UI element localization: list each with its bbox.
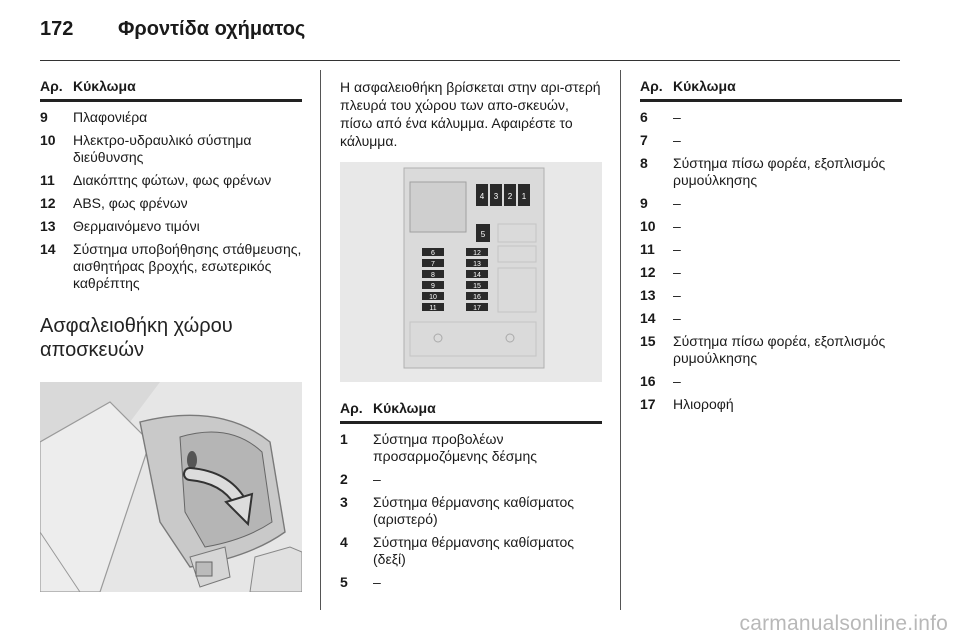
middle-column xyxy=(340,78,602,597)
fuse-box-diagram xyxy=(340,162,602,382)
fuse-circuit: Σύστημα προβολέων προσαρμοζόμενης δέσμης xyxy=(373,431,537,464)
fuse-number: 3 xyxy=(340,494,348,510)
fuse-number: 15 xyxy=(640,333,656,349)
fuse-label-7: 7 xyxy=(431,261,435,268)
fuse-number: 13 xyxy=(640,287,656,303)
fuse-number: 13 xyxy=(40,218,56,234)
header-no: Αρ. xyxy=(640,78,663,94)
fuse-table-left xyxy=(40,109,302,292)
table-row xyxy=(340,574,602,591)
fuse-table-right xyxy=(640,109,902,413)
fuse-circuit: – xyxy=(673,218,681,234)
table-row xyxy=(40,218,302,235)
fuse-label-5: 5 xyxy=(480,230,486,239)
table-row xyxy=(640,109,902,126)
fuse-circuit: Θερμαινόμενο τιμόνι xyxy=(73,218,200,234)
header-circuit: Κύκλωμα xyxy=(373,400,436,416)
fuse-label-17: 17 xyxy=(473,305,481,312)
fuse-number: 14 xyxy=(40,241,56,257)
fuse-circuit: Ηλιοροφή xyxy=(673,396,734,412)
fuse-label-16: 16 xyxy=(473,294,481,301)
fuse-number: 5 xyxy=(340,574,348,590)
table-row xyxy=(40,109,302,126)
fuse-number: 2 xyxy=(340,471,348,487)
fuse-number: 11 xyxy=(40,172,55,188)
fuse-circuit: Σύστημα θέρμανσης καθίσματος (αριστερό) xyxy=(373,494,575,527)
fuse-circuit: Σύστημα πίσω φορέα, εξοπλισμός ρυμούλκησης xyxy=(673,333,886,366)
fuse-number: 12 xyxy=(640,264,656,280)
fuse-circuit: Ηλεκτρο-υδραυλικό σύστημα διεύθυνσης xyxy=(73,132,252,165)
fuse-label-4: 4 xyxy=(479,192,485,201)
trunk-illustration xyxy=(40,382,302,592)
fuse-label-12: 12 xyxy=(473,250,481,257)
table-row xyxy=(40,172,302,189)
table-row xyxy=(640,155,902,189)
fuse-circuit: – xyxy=(673,264,681,280)
right-column xyxy=(640,78,902,419)
fuse-label-15: 15 xyxy=(473,283,481,290)
fuse-circuit: Σύστημα θέρμανσης καθίσματος (δεξί) xyxy=(373,534,575,567)
fuse-number: 14 xyxy=(640,310,656,326)
fuse-circuit: – xyxy=(673,195,681,211)
fuse-circuit: – xyxy=(673,109,681,125)
fuse-label-10: 10 xyxy=(429,294,437,301)
table-row xyxy=(640,333,902,367)
header-circuit: Κύκλωμα xyxy=(673,78,736,94)
table-header xyxy=(640,78,902,102)
fuse-label-9: 9 xyxy=(431,283,435,290)
table-row xyxy=(640,132,902,149)
fuse-number: 6 xyxy=(640,109,648,125)
page-header xyxy=(40,18,305,46)
table-row xyxy=(340,471,602,488)
fuse-label-11: 11 xyxy=(429,305,437,312)
table-row xyxy=(640,287,902,304)
fuse-label-13: 13 xyxy=(473,261,481,268)
table-row xyxy=(640,195,902,212)
fuse-circuit: Σύστημα πίσω φορέα, εξοπλισμός ρυμούλκησης xyxy=(673,155,886,188)
page-number: 172 xyxy=(40,18,74,40)
fuse-circuit: – xyxy=(673,287,681,303)
fuse-number: 7 xyxy=(640,132,648,148)
left-column xyxy=(40,78,302,362)
section-heading: Ασφαλειοθήκη χώρου αποσκευών xyxy=(40,315,233,361)
fuse-number: 8 xyxy=(640,155,648,171)
fuse-number: 9 xyxy=(40,109,48,125)
table-row xyxy=(640,264,902,281)
fuse-label-1: 1 xyxy=(521,192,527,201)
table-row xyxy=(640,218,902,235)
table-row xyxy=(340,494,602,528)
page-title: Φροντίδα οχήματος xyxy=(118,18,306,40)
column-divider xyxy=(620,70,621,610)
table-row xyxy=(340,534,602,568)
fuse-number: 10 xyxy=(640,218,656,234)
header-circuit: Κύκλωμα xyxy=(73,78,136,94)
table-row xyxy=(640,373,902,390)
fuse-table-middle xyxy=(340,431,602,591)
fuse-number: 1 xyxy=(340,431,348,447)
fuse-number: 17 xyxy=(640,396,656,412)
fuse-circuit: – xyxy=(673,241,681,257)
fuse-number: 9 xyxy=(640,195,648,211)
fuse-circuit: ABS, φως φρένων xyxy=(73,195,188,211)
table-row xyxy=(40,241,302,292)
fuse-circuit: Διακόπτης φώτων, φως φρένων xyxy=(73,172,272,188)
fuse-circuit: Σύστημα υποβοήθησης στάθμευσης, αισθητήρας βροχής, εσωτερικός καθρέπτης xyxy=(73,241,302,291)
fuse-number: 10 xyxy=(40,132,56,148)
fuse-label-3: 3 xyxy=(493,192,499,201)
fuse-label-8: 8 xyxy=(431,272,435,279)
header-no: Αρ. xyxy=(40,78,63,94)
watermark: carmanualsonline.info xyxy=(739,612,948,635)
fuse-circuit: – xyxy=(673,373,681,389)
fuse-circuit: – xyxy=(373,471,381,487)
fuse-label-6: 6 xyxy=(431,250,435,257)
table-row xyxy=(640,241,902,258)
table-header xyxy=(40,78,302,102)
fuse-number: 12 xyxy=(40,195,56,211)
table-row xyxy=(340,431,602,465)
fuse-circuit: – xyxy=(673,310,681,326)
table-row xyxy=(40,195,302,212)
location-paragraph: Η ασφαλειοθήκη βρίσκεται στην αρι-στερή πλευρά του χώρου των απο-σκευών, πίσω από ένα κάλυμμα. Αφαιρέστε το κάλυμμα. xyxy=(340,79,601,149)
fuse-circuit: Πλαφονιέρα xyxy=(73,109,148,125)
table-row xyxy=(40,132,302,166)
header-no: Αρ. xyxy=(340,400,363,416)
fuse-label-14: 14 xyxy=(473,272,481,279)
header-rule xyxy=(40,60,900,61)
fuse-circuit: – xyxy=(673,132,681,148)
fuse-label-2: 2 xyxy=(507,192,513,201)
fuse-number: 16 xyxy=(640,373,656,389)
fuse-number: 11 xyxy=(640,241,655,257)
table-row xyxy=(640,310,902,327)
column-divider xyxy=(320,70,321,610)
fuse-number: 4 xyxy=(340,534,348,550)
fuse-circuit: – xyxy=(373,574,381,590)
table-row xyxy=(640,396,902,413)
table-header xyxy=(340,400,602,424)
